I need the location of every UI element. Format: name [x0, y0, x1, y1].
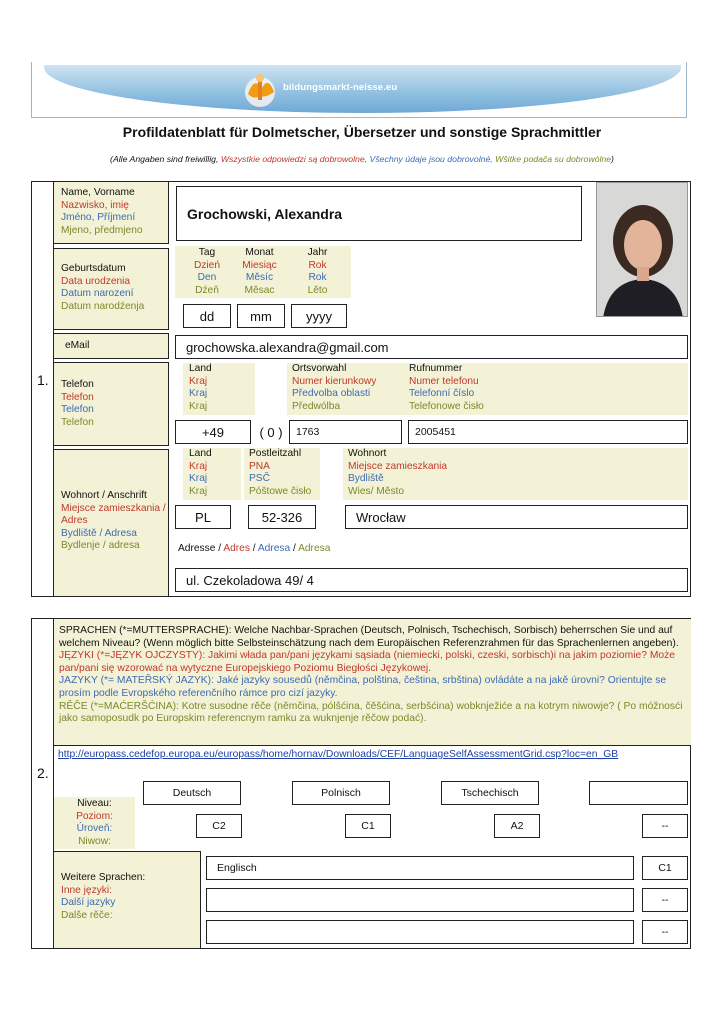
street-label-pl: Adres	[223, 543, 250, 554]
phone-country-header	[183, 363, 255, 415]
phone-area-field[interactable]: 1763	[289, 420, 402, 444]
address-city-header	[343, 448, 688, 500]
year-header-cz: Rok	[308, 272, 327, 283]
cef-link[interactable]: http://europass.cedefop.europa.eu/europass/home/hornav/Downloads/CEF/LanguageSelfAssessmentGrid.csp?loc=en_GB	[58, 749, 619, 760]
other-language-name[interactable]: Englisch	[206, 856, 634, 880]
address-zip-sk: Póštowe čisło	[249, 485, 312, 497]
other-label-sk: Dalše rěče:	[61, 909, 113, 921]
phone-number-header	[403, 363, 688, 415]
address-country-sk: Kraj	[189, 485, 208, 497]
address-country-header	[183, 448, 241, 500]
day-header-sk: Dźeň	[195, 284, 219, 296]
phone-country-sk: Kraj	[189, 400, 208, 412]
address-city-de: Wohnort	[348, 448, 387, 459]
phone-number-sk: Telefonowe čisło	[409, 400, 484, 412]
label-slash: /	[249, 543, 258, 554]
address-zip-cz: PSČ	[249, 473, 270, 484]
address-zip-pl: PNA	[249, 460, 270, 472]
phone-area-pl: Numer kierunkowy	[292, 375, 377, 387]
address-label-de: Wohnort / Anschrift	[61, 490, 147, 501]
address-label-cz: Bydliště / Adresa	[61, 527, 137, 539]
birth-label-pl: Data urodzenia	[61, 275, 131, 287]
other-label-pl: Inne języki:	[61, 884, 112, 896]
intro-pl: JĘZYKI (*=JĘZYK OJCZYSTY): Jakimi włada pan/pani językami sąsiada (niemiecki, polski, czeski, sorbisch)i na jakim poziomie? Może pan/pani się wzorować na wytyczne Europejskiego Poziomu Biegłości Językowej.	[59, 650, 676, 674]
other-language-level[interactable]: --	[642, 920, 688, 944]
level-deutsch[interactable]: C2	[196, 814, 242, 838]
year-header-sk: Lěto	[307, 284, 328, 296]
other-language-name[interactable]	[206, 888, 634, 912]
address-country-de: Land	[189, 448, 212, 459]
other-label-cz: Další jazyky	[61, 897, 116, 908]
name-label-de: Name, Vorname	[61, 187, 135, 198]
month-header-cz: Měsíc	[245, 272, 274, 283]
page-title: Profildatenblatt für Dolmetscher, Übersetzer und sonstige Sprachmittler	[122, 124, 602, 140]
logo-text: bildungsmarkt-neisse.eu	[283, 82, 398, 93]
address-country-pl: Kraj	[189, 460, 208, 472]
logo-icon	[236, 68, 284, 112]
phone-country-de: Land	[189, 363, 212, 374]
subtitle-cz: Všechny údaje jsou dobrovolné,	[369, 154, 493, 164]
phone-area-prefix: ( 0 )	[259, 424, 283, 440]
birth-day-field[interactable]: dd	[183, 304, 231, 328]
intro-de: SPRACHEN (*=MUTTERSPRACHE): Welche Nachbar-Sprachen (Deutsch, Polnisch, Tschechisch, Sorbisch) beherrschen Sie und auf welchem Niveau? (Wenn möglich bitte Selbsteinschätzung nach dem Europäischen Referenzrahmen für das Sprachenlernen angeben).	[59, 625, 679, 649]
divider	[200, 851, 201, 948]
street-label-cz: Adresa	[257, 543, 291, 554]
birth-label-sk: Datum narodźenja	[61, 300, 145, 312]
phone-label-sk: Telefon	[61, 416, 94, 428]
other-label-de: Weitere Sprachen:	[61, 872, 146, 883]
section-number: 1.	[37, 372, 49, 388]
intro-cz: JAZYKY (*= MATEŘSKÝ JAZYK): Jaké jazyky sousedů (němčina, polština, čeština, srbština) ovládáte a na jakě úrovni? Orientujte se prosím podle Evropského referenčního rámce pro cizí jazyky.	[59, 675, 667, 699]
address-city-cz: Bydliště	[348, 473, 384, 484]
phone-number-pl: Numer telefonu	[409, 375, 479, 387]
address-label-sk: Bydlenje / adresa	[61, 540, 140, 551]
phone-country-pl: Kraj	[189, 375, 208, 387]
address-city-pl: Miejsce zamieszkania	[348, 460, 448, 472]
language-tschechisch[interactable]: Tschechisch	[441, 781, 539, 805]
address-zip-field[interactable]: 52-326	[248, 505, 316, 529]
subtitle-paren: )	[611, 154, 614, 164]
address-country-field[interactable]: PL	[175, 505, 231, 529]
phone-country-field[interactable]: +49	[175, 420, 251, 444]
level-label-de: Niveau:	[77, 798, 112, 809]
other-language-level[interactable]: --	[642, 888, 688, 912]
subtitle-paren: (	[110, 154, 113, 164]
phone-area-sk: Předwólba	[292, 400, 341, 412]
day-header-cz: Den	[197, 272, 217, 283]
level-tschechisch[interactable]: A2	[494, 814, 540, 838]
address-city-field[interactable]: Wrocław	[345, 505, 688, 529]
intro-sk: RĚČE (*=MAĆERŠĆINA): Kotre susodne rěče (němčina, pólšćina, čěšćina, serbšćina) wobknježiće a na kotrym niwowje? ( Po móžnosći jako samoposudk po Europskim referencnym ramku za wuknjenje rěčow podać).	[59, 700, 683, 725]
phone-area-de: Ortsvorwahl	[292, 363, 347, 374]
birth-label-de: Geburtsdatum	[61, 263, 126, 274]
section-number: 2.	[37, 765, 49, 781]
address-city-sk: Wies/ Město	[348, 485, 405, 497]
birth-label-cz: Datum narození	[61, 288, 134, 299]
year-header-de: Jahr	[307, 247, 328, 258]
phone-label-cell	[54, 362, 169, 446]
phone-label-de: Telefon	[61, 379, 94, 390]
phone-label-pl: Telefon	[61, 391, 94, 403]
other-language-level[interactable]: C1	[642, 856, 688, 880]
level-polnisch[interactable]: C1	[345, 814, 391, 838]
month-header-pl: Miesiąc	[242, 259, 277, 271]
level-label-cz: Úroveň:	[76, 823, 113, 834]
day-header-de: Tag	[198, 247, 216, 258]
name-label-cz: Jméno, Příjmení	[61, 212, 136, 223]
address-country-cz: Kraj	[189, 473, 208, 484]
profile-photo	[596, 182, 688, 317]
name-label-cell	[54, 182, 169, 244]
day-header-pl: Dzień	[193, 259, 221, 271]
phone-number-cz: Telefonní číslo	[409, 388, 475, 399]
phone-area-cz: Předvolba oblasti	[292, 388, 371, 399]
birth-headers	[175, 246, 351, 298]
subtitle-pl: Wszystkie odpowiedzi są dobrowolne,	[220, 154, 368, 164]
level-empty[interactable]: --	[642, 814, 688, 838]
portrait-icon	[597, 183, 688, 317]
street-field[interactable]: ul. Czekoladowa 49/ 4	[175, 568, 688, 592]
email-label-cell	[54, 333, 169, 359]
address-zip-de: Postleitzahl	[249, 448, 302, 459]
name-field[interactable]: Grochowski, Alexandra	[176, 186, 582, 241]
languages-intro	[54, 619, 691, 746]
phone-country-cz: Kraj	[189, 388, 208, 399]
name-label-sk: Mjeno, předmjeno	[61, 224, 143, 236]
address-label-pl: Miejsce zamieszkania / Adres	[61, 502, 166, 526]
level-label-sk: Niwow:	[78, 835, 111, 847]
subtitle-sk: Wšitke podača su dobrowólne	[495, 154, 612, 164]
name-label-pl: Nazwisko, imię	[61, 199, 129, 211]
language-deutsch[interactable]: Deutsch	[143, 781, 241, 805]
phone-number-field[interactable]: 2005451	[408, 420, 688, 444]
phone-area-header	[287, 363, 403, 415]
birth-month-field[interactable]: mm	[237, 304, 285, 328]
label-slash: /	[290, 543, 299, 554]
phone-label-cz: Telefon	[61, 404, 94, 415]
year-header-pl: Rok	[308, 259, 327, 271]
phone-number-de: Rufnummer	[409, 363, 463, 374]
month-header-sk: Měsac	[244, 284, 275, 296]
language-empty[interactable]	[589, 781, 688, 805]
other-language-name[interactable]	[206, 920, 634, 944]
street-label-de: Adresse	[178, 543, 216, 554]
page-subtitle	[0, 154, 724, 164]
level-label-cell	[54, 797, 135, 849]
other-languages-label-cell	[54, 852, 200, 948]
address-label-cell	[54, 449, 169, 596]
birth-year-field[interactable]: yyyy	[291, 304, 347, 328]
subtitle-de: Alle Angaben sind freiwillig,	[112, 154, 219, 164]
label-slash: /	[215, 543, 224, 554]
email-field[interactable]: grochowska.alexandra@gmail.com	[175, 335, 688, 359]
birth-label-cell	[54, 248, 169, 330]
language-polnisch[interactable]: Polnisch	[292, 781, 390, 805]
month-header-de: Monat	[245, 247, 274, 258]
street-label	[178, 543, 330, 554]
street-label-sk: Adresa	[298, 543, 331, 554]
level-label-pl: Poziom:	[76, 810, 113, 822]
address-zip-header	[244, 448, 320, 500]
email-label: eMail	[65, 340, 90, 351]
